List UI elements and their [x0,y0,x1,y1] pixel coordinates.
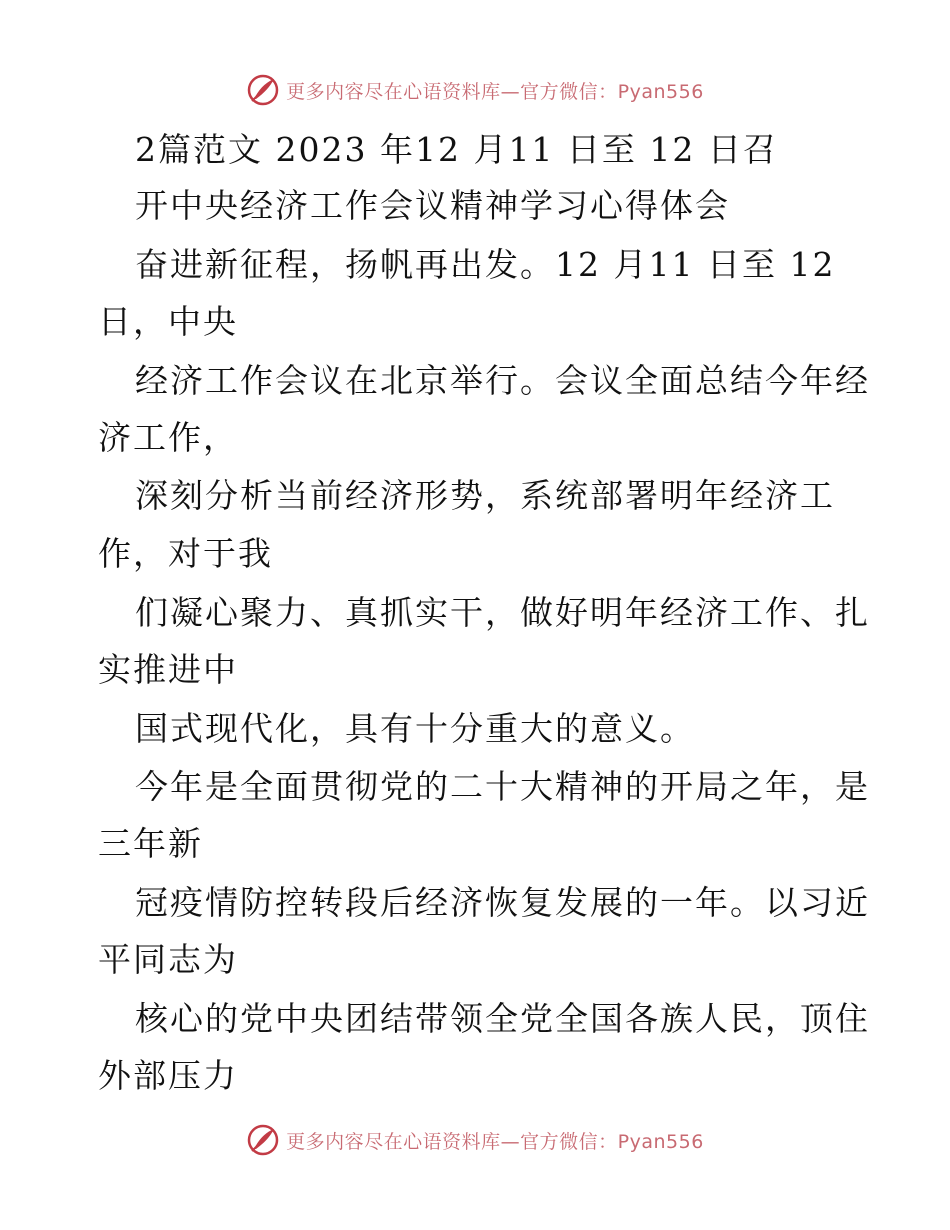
text-line: 们凝心聚力、真抓实干，做好明年经济工作、扎 [135,593,870,632]
text-line: 作，对于我 [98,534,273,573]
footer-banner-text: 更多内容尽在心语资料库—官方微信：Pyan556 [286,1130,704,1153]
title-line-2: 开中央经济工作会议精神学习心得体会 [135,186,730,225]
text-line: 奋进新征程，扬帆再出发。12 月11 日至 12 [135,245,836,284]
text-line: 日，中央 [98,302,238,341]
text-line: 济工作， [98,418,238,457]
text-line: 外部压力 [98,1056,238,1095]
footer-banner [0,1118,950,1162]
text-line: 实推进中 [98,650,238,689]
text-line: 国式现代化，具有十分重大的意义。 [135,709,695,748]
quill-logo-icon [246,73,280,107]
text-line: 平同志为 [98,940,238,979]
title-line-1: 2篇范文 2023 年12 月11 日至 12 日召 [135,130,778,169]
text-line: 经济工作会议在北京举行。会议全面总结今年经 [135,361,870,400]
quill-logo-icon [246,1123,280,1157]
text-line: 冠疫情防控转段后经济恢复发展的一年。以习近 [135,883,870,922]
header-banner [0,68,950,112]
text-line: 今年是全面贯彻党的二十大精神的开局之年，是 [135,767,870,806]
text-line: 三年新 [98,824,203,863]
header-banner-text: 更多内容尽在心语资料库—官方微信：Pyan556 [286,80,704,103]
text-line: 核心的党中央团结带领全党全国各族人民，顶住 [135,999,870,1038]
text-line: 深刻分析当前经济形势，系统部署明年经济工 [135,476,835,515]
